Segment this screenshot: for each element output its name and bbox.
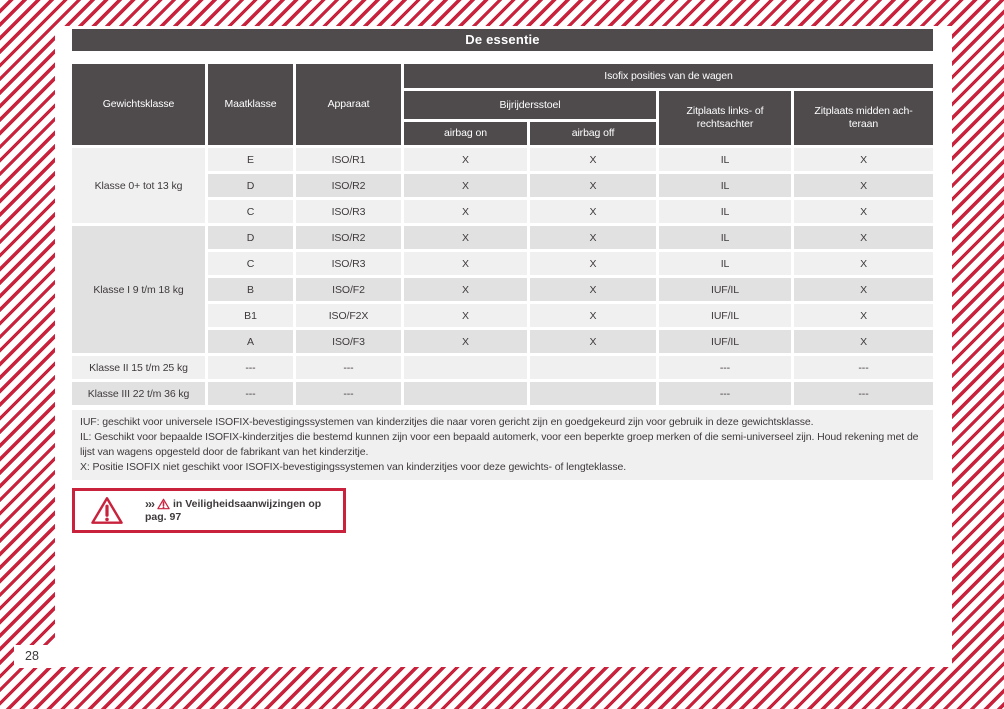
cell-airbag-on: X — [404, 200, 527, 223]
cell-group-klasse-0: Klasse 0+ tot 13 kg — [72, 148, 205, 223]
page-number: 28 — [25, 649, 39, 663]
cell-airbag-off — [530, 356, 656, 379]
header-isofix-posities: Isofix posities van de wagen — [404, 64, 933, 88]
cell-rear-side: IL — [659, 252, 791, 275]
header-zitplaats-links-line2: rechtsachter — [696, 118, 754, 130]
cell-maatklasse: C — [208, 252, 293, 275]
cell-rear-side: IUF/IL — [659, 304, 791, 327]
table-row — [72, 356, 933, 379]
warning-triangle-inline-icon — [157, 498, 170, 510]
cell-airbag-off: X — [530, 174, 656, 197]
cell-rear-mid: X — [794, 226, 933, 249]
cell-group-klasse-1: Klasse I 9 t/m 18 kg — [72, 226, 205, 353]
header-zitplaats-midden-line2: teraan — [848, 118, 879, 130]
cell-airbag-off: X — [530, 278, 656, 301]
cell-maatklasse: D — [208, 174, 293, 197]
cell-rear-mid: X — [794, 304, 933, 327]
header-apparaat: Apparaat — [296, 64, 401, 145]
table-footnotes — [72, 410, 933, 480]
page-number-box — [14, 645, 60, 668]
cell-airbag-off: X — [530, 148, 656, 171]
header-maatklasse: Maatklasse — [208, 64, 293, 145]
cell-rear-side: IL — [659, 148, 791, 171]
cell-airbag-on: X — [404, 174, 527, 197]
warning-triangle-icon — [90, 495, 124, 526]
table-row — [72, 382, 933, 405]
cell-airbag-off: X — [530, 304, 656, 327]
cell-apparaat: --- — [296, 382, 401, 405]
footnote-il: IL: Geschikt voor bepaalde ISOFIX-kinderzitjes die bestemd kunnen zijn voor een bepaald automerk, voor een beperkte groep merken of die semi-universeel zijn. Houd rekening met de lijst van wagens opgesteld door de fabrikant van het kinderzitje. — [80, 431, 919, 458]
cell-airbag-off: X — [530, 252, 656, 275]
cell-apparaat: ISO/F3 — [296, 330, 401, 353]
cross-reference-chevrons-icon: ››› — [145, 496, 154, 511]
cell-airbag-on — [404, 382, 527, 405]
header-zitplaats-links-line1: Zitplaats links- of — [686, 105, 764, 117]
cell-apparaat: ISO/R2 — [296, 174, 401, 197]
header-zitplaats-midden-line1: Zitplaats midden ach- — [814, 105, 913, 117]
cell-airbag-on: X — [404, 226, 527, 249]
footnote-iuf: IUF: geschikt voor universele ISOFIX-bevestigingssystemen van kinderzitjes die naar voren gericht zijn en goedgekeurd zijn voor gebruik in deze gewichtsklasse. — [80, 416, 814, 428]
cell-rear-mid: X — [794, 148, 933, 171]
cell-airbag-off: X — [530, 226, 656, 249]
cell-rear-side: IL — [659, 226, 791, 249]
footnote-x: X: Positie ISOFIX niet geschikt voor ISOFIX-bevestigingssystemen van kinderzitjes voor deze gewichts- of lengteklasse. — [80, 461, 627, 473]
warning-line1: in Veiligheidsaanwijzingen op — [173, 497, 322, 510]
header-zitplaats-midden-achteraan — [794, 91, 933, 145]
page-title: De essentie — [72, 29, 933, 51]
cell-rear-mid: X — [794, 200, 933, 223]
cell-group-klasse-2: Klasse II 15 t/m 25 kg — [72, 356, 205, 379]
header-bijrijdersstoel: Bijrijdersstoel — [404, 91, 656, 119]
cell-apparaat: ISO/R3 — [296, 252, 401, 275]
cell-apparaat: --- — [296, 356, 401, 379]
cell-rear-mid: --- — [794, 356, 933, 379]
cell-rear-mid: --- — [794, 382, 933, 405]
warning-line2: pag. 97 — [145, 510, 182, 523]
cell-maatklasse: --- — [208, 356, 293, 379]
header-airbag-on: airbag on — [404, 122, 527, 145]
cell-rear-mid: X — [794, 174, 933, 197]
cell-rear-side: IUF/IL — [659, 330, 791, 353]
cell-maatklasse: D — [208, 226, 293, 249]
cell-maatklasse: B1 — [208, 304, 293, 327]
cell-group-klasse-3: Klasse III 22 t/m 36 kg — [72, 382, 205, 405]
cell-airbag-on: X — [404, 252, 527, 275]
safety-warning-box — [72, 488, 346, 533]
cell-maatklasse: C — [208, 200, 293, 223]
cell-rear-side: --- — [659, 382, 791, 405]
cell-airbag-on — [404, 356, 527, 379]
cell-rear-mid: X — [794, 330, 933, 353]
cell-airbag-on: X — [404, 278, 527, 301]
cell-maatklasse: E — [208, 148, 293, 171]
warning-reference-text — [145, 498, 321, 524]
cell-airbag-off: X — [530, 200, 656, 223]
cell-apparaat: ISO/R1 — [296, 148, 401, 171]
cell-maatklasse: B — [208, 278, 293, 301]
cell-airbag-on: X — [404, 304, 527, 327]
cell-apparaat: ISO/R3 — [296, 200, 401, 223]
cell-maatklasse: A — [208, 330, 293, 353]
table-row — [72, 148, 933, 171]
cell-airbag-off — [530, 382, 656, 405]
cell-airbag-off: X — [530, 330, 656, 353]
cell-rear-side: IUF/IL — [659, 278, 791, 301]
table-row — [72, 226, 933, 249]
cell-rear-mid: X — [794, 278, 933, 301]
header-gewichtsklasse: Gewichtsklasse — [72, 64, 205, 145]
cell-maatklasse: --- — [208, 382, 293, 405]
page-content-area — [55, 26, 952, 667]
isofix-positions-table — [69, 61, 936, 408]
header-airbag-off: airbag off — [530, 122, 656, 145]
cell-airbag-on: X — [404, 148, 527, 171]
cell-apparaat: ISO/R2 — [296, 226, 401, 249]
cell-apparaat: ISO/F2 — [296, 278, 401, 301]
cell-rear-mid: X — [794, 252, 933, 275]
header-zitplaats-links-rechtsachter — [659, 91, 791, 145]
cell-rear-side: --- — [659, 356, 791, 379]
cell-rear-side: IL — [659, 174, 791, 197]
cell-apparaat: ISO/F2X — [296, 304, 401, 327]
cell-rear-side: IL — [659, 200, 791, 223]
cell-airbag-on: X — [404, 330, 527, 353]
